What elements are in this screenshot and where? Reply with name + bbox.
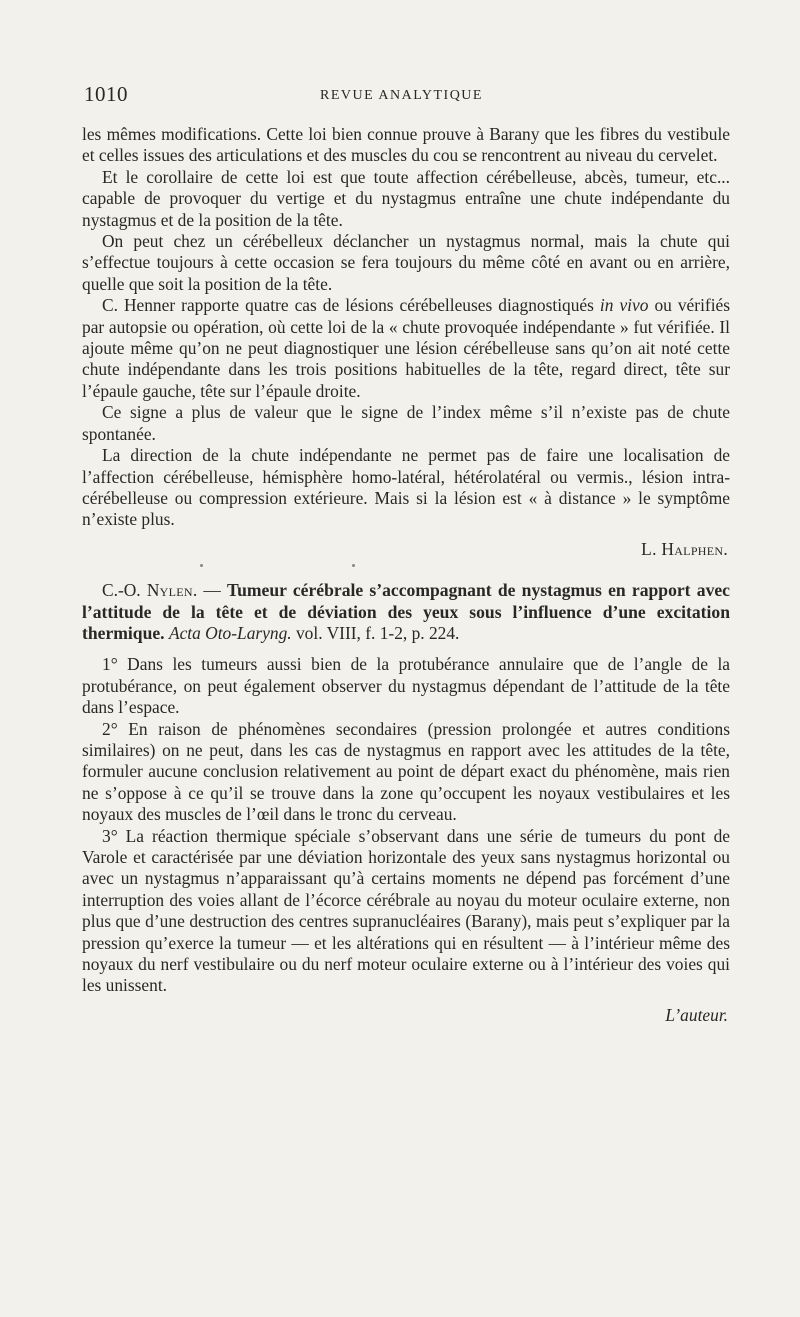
paragraph-5: Ce signe a plus de valeur que le signe de l’index même s’il n’existe pas de chute spontanée. xyxy=(82,402,730,444)
running-head xyxy=(84,82,732,108)
page-number: 1010 xyxy=(84,82,128,106)
paragraph-4-end: ou vérifiés par autopsie ou opération, où cette loi de la « chute provoquée indépendante » fut vérifiée. Il ajoute même qu’on ne peut diagnostiquer une lésion cérébelleuse sans qu’on ait noté cette chute indépendante dans les trois positions habituelles de la tête, regard direct, tête sur l’épaule gauche, tête sur l’épaule droite. xyxy=(82,295,731,401)
journal-title: REVUE ANALYTIQUE xyxy=(320,88,483,103)
review-heading xyxy=(82,580,730,644)
article-title: Tumeur cérébrale s’accompagnant de nystagmus en rapport avec l’attitude de la tête et de déviation des yeux sous l’influence d’une excitation thermique. xyxy=(82,580,730,643)
author-surname: Nylen xyxy=(146,580,193,601)
paragraph-4 xyxy=(82,295,730,402)
point-2: 2° En raison de phénomènes secondaires (pression prolongée et autres conditions similaires) on ne peut, dans les cas de nystagmus en rapport avec les attitudes de la tête, formuler aucune conclusion relativement au point de départ exact du phénomène, mais rien ne s’oppose à ce qu’il se trouve dans la zone qu’occupent les noyaux vestibulaires et les noyaux des muscles de l’œil dans le tronc du cerveau. xyxy=(82,718,730,825)
source-journal: Acta Oto-Laryng. xyxy=(168,622,292,643)
paragraph-2: Et le corollaire de cette loi est que toute affection cérébelleuse, abcès, tumeur, etc... capable de provoquer du vertige et du nystagmus entraîne une chute indépendante du nystagmus et de la position de la tête. xyxy=(82,166,730,230)
point-1: 1° Dans les tumeurs aussi bien de la protubérance annulaire que de l’angle de la protubérance, on peut également observer du nystagmus dépendant de l’attitude de la tête dans l’espace. xyxy=(82,654,730,718)
paragraph-4-start: C. Henner rapporte quatre cas de lésions cérébelleuses diagnostiqués xyxy=(102,295,600,316)
author-dash: . — xyxy=(192,580,227,601)
paragraph-4-italic: in vivo xyxy=(599,295,649,316)
paragraph-3: On peut chez un cérébelleux déclancher un nystagmus normal, mais la chute qui s’effectue toujours à cette occasion se fera toujours du même côté en avant ou en arrière, quelle que soit la position de la tête. xyxy=(82,231,730,294)
separator-dot xyxy=(200,564,203,567)
paragraph-6: La direction de la chute indépendante ne permet pas de faire une localisation de l’affection cérébelleuse, hémisphère homo-latéral, hétérolatéral ou vermis., lésion intra-cérébelleuse ou compression extérieure. Mais si la lésion est « à distance » le symptôme n’existe plus. xyxy=(82,445,730,530)
body-text xyxy=(82,124,730,1026)
separator-dot xyxy=(352,564,355,567)
point-3: 3° La réaction thermique spéciale s’observant dans une série de tumeurs du pont de Varole et caractérisée par une déviation horizontale des yeux sans nystagmus horizontal ou avec un nystagmus n’apparaissant qu’à certains moments ne dépend pas forcément d’une interruption des voies allant de l’écorce cérébrale au noyau du moteur oculaire externe, non plus que d’une destruction des centres supranucléaires (Barany), mais peut s’expliquer par la pression qu’exerce la tumeur — et les altérations qui en résultent — à l’intérieur même des noyaux du nerf vestibulaire ou du nerf moteur oculaire externe ou à l’intérieur des voies qui les unissent. xyxy=(82,825,730,996)
source-details: vol. VIII, f. 1-2, p. 224. xyxy=(291,622,460,643)
paragraph-1: les mêmes modifications. Cette loi bien connue prouve à Barany que les fibres du vestibule et celles issues des articulations et des muscles du cou se rencontrent au niveau du cervelet. xyxy=(82,124,730,166)
author-signature-text: L’auteur. xyxy=(665,1004,728,1025)
review-signature xyxy=(82,539,730,560)
spacer xyxy=(82,644,730,654)
signature-name: L. Halphen. xyxy=(641,538,728,559)
author-initials: C.-O. xyxy=(102,580,147,601)
author-signature xyxy=(82,1005,730,1026)
section-separator xyxy=(82,560,730,576)
